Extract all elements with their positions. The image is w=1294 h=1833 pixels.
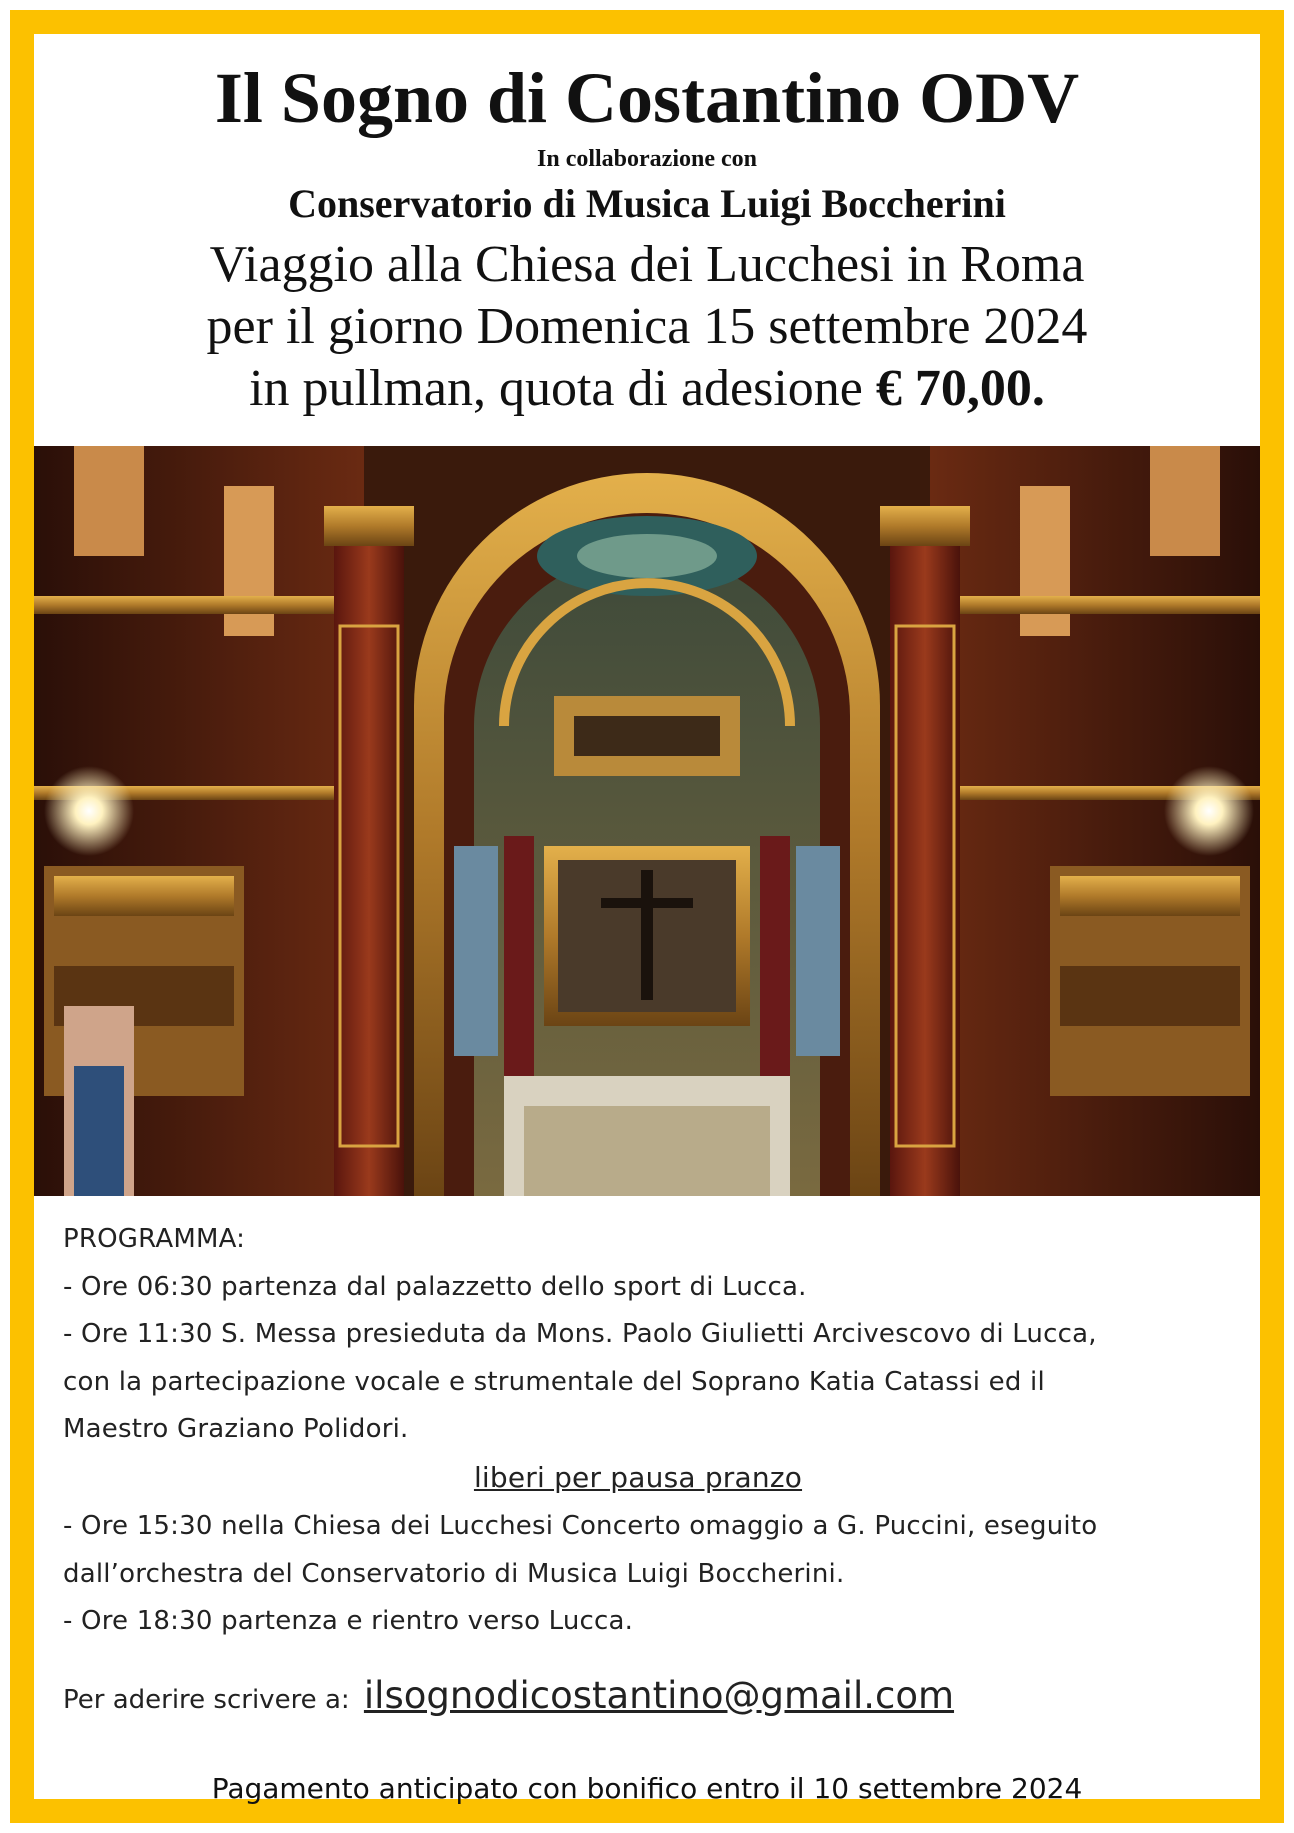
payment-note: Pagamento anticipato con bonifico entro il 10 settembre 2024 <box>211 1772 1083 1805</box>
poster <box>10 10 1284 1823</box>
program-line-1: - Ore 06:30 partenza dal palazzetto dello sport di Lucca. <box>63 1271 807 1302</box>
trip-line-2: per il giorno Domenica 15 settembre 2024 <box>206 298 1088 355</box>
program-line-3: con la partecipazione vocale e strumentale del Soprano Katia Catassi ed il <box>63 1366 1045 1397</box>
program-heading: PROGRAMMA: <box>63 1224 246 1254</box>
email-link[interactable]: ilsognodicostantino@gmail.com <box>363 1674 955 1717</box>
program-line-6: dall’orchestra del Conservatorio di Musica Luigi Boccherini. <box>63 1558 845 1589</box>
contact-label: Per aderire scrivere a: <box>63 1685 350 1715</box>
church-interior-illustration <box>34 446 1260 1196</box>
program-line-5: - Ore 15:30 nella Chiesa dei Lucchesi Concerto omaggio a G. Puccini, eseguito <box>63 1511 1098 1541</box>
program-break <box>63 1454 1213 1504</box>
trip-line-1: Viaggio alla Chiesa dei Lucchesi in Roma <box>209 236 1085 293</box>
trip-price-prefix: in pullman, quota di adesione <box>249 360 876 417</box>
contact-line <box>63 1674 954 1717</box>
program-line-7: - Ore 18:30 partenza e rientro verso Lucca. <box>63 1606 634 1636</box>
lunch-break-label: liberi per pausa pranzo <box>473 1460 803 1494</box>
page-title: Il Sogno di Costantino ODV <box>214 58 1080 138</box>
conservatory-name: Conservatorio di Musica Luigi Boccherini <box>288 181 1006 226</box>
program-line-4: Maestro Graziano Polidori. <box>63 1414 409 1444</box>
program-line-2: - Ore 11:30 S. Messa presieduta da Mons. Paolo Giulietti Arcivescovo di Lucca, <box>63 1319 1097 1349</box>
trip-description <box>34 234 1260 420</box>
program-section <box>63 1216 1243 1646</box>
trip-price: € 70,00. <box>875 360 1045 417</box>
trip-line-3 <box>34 358 1260 420</box>
collaboration-label: In collaborazione con <box>537 146 757 172</box>
church-interior-photo <box>34 446 1260 1196</box>
